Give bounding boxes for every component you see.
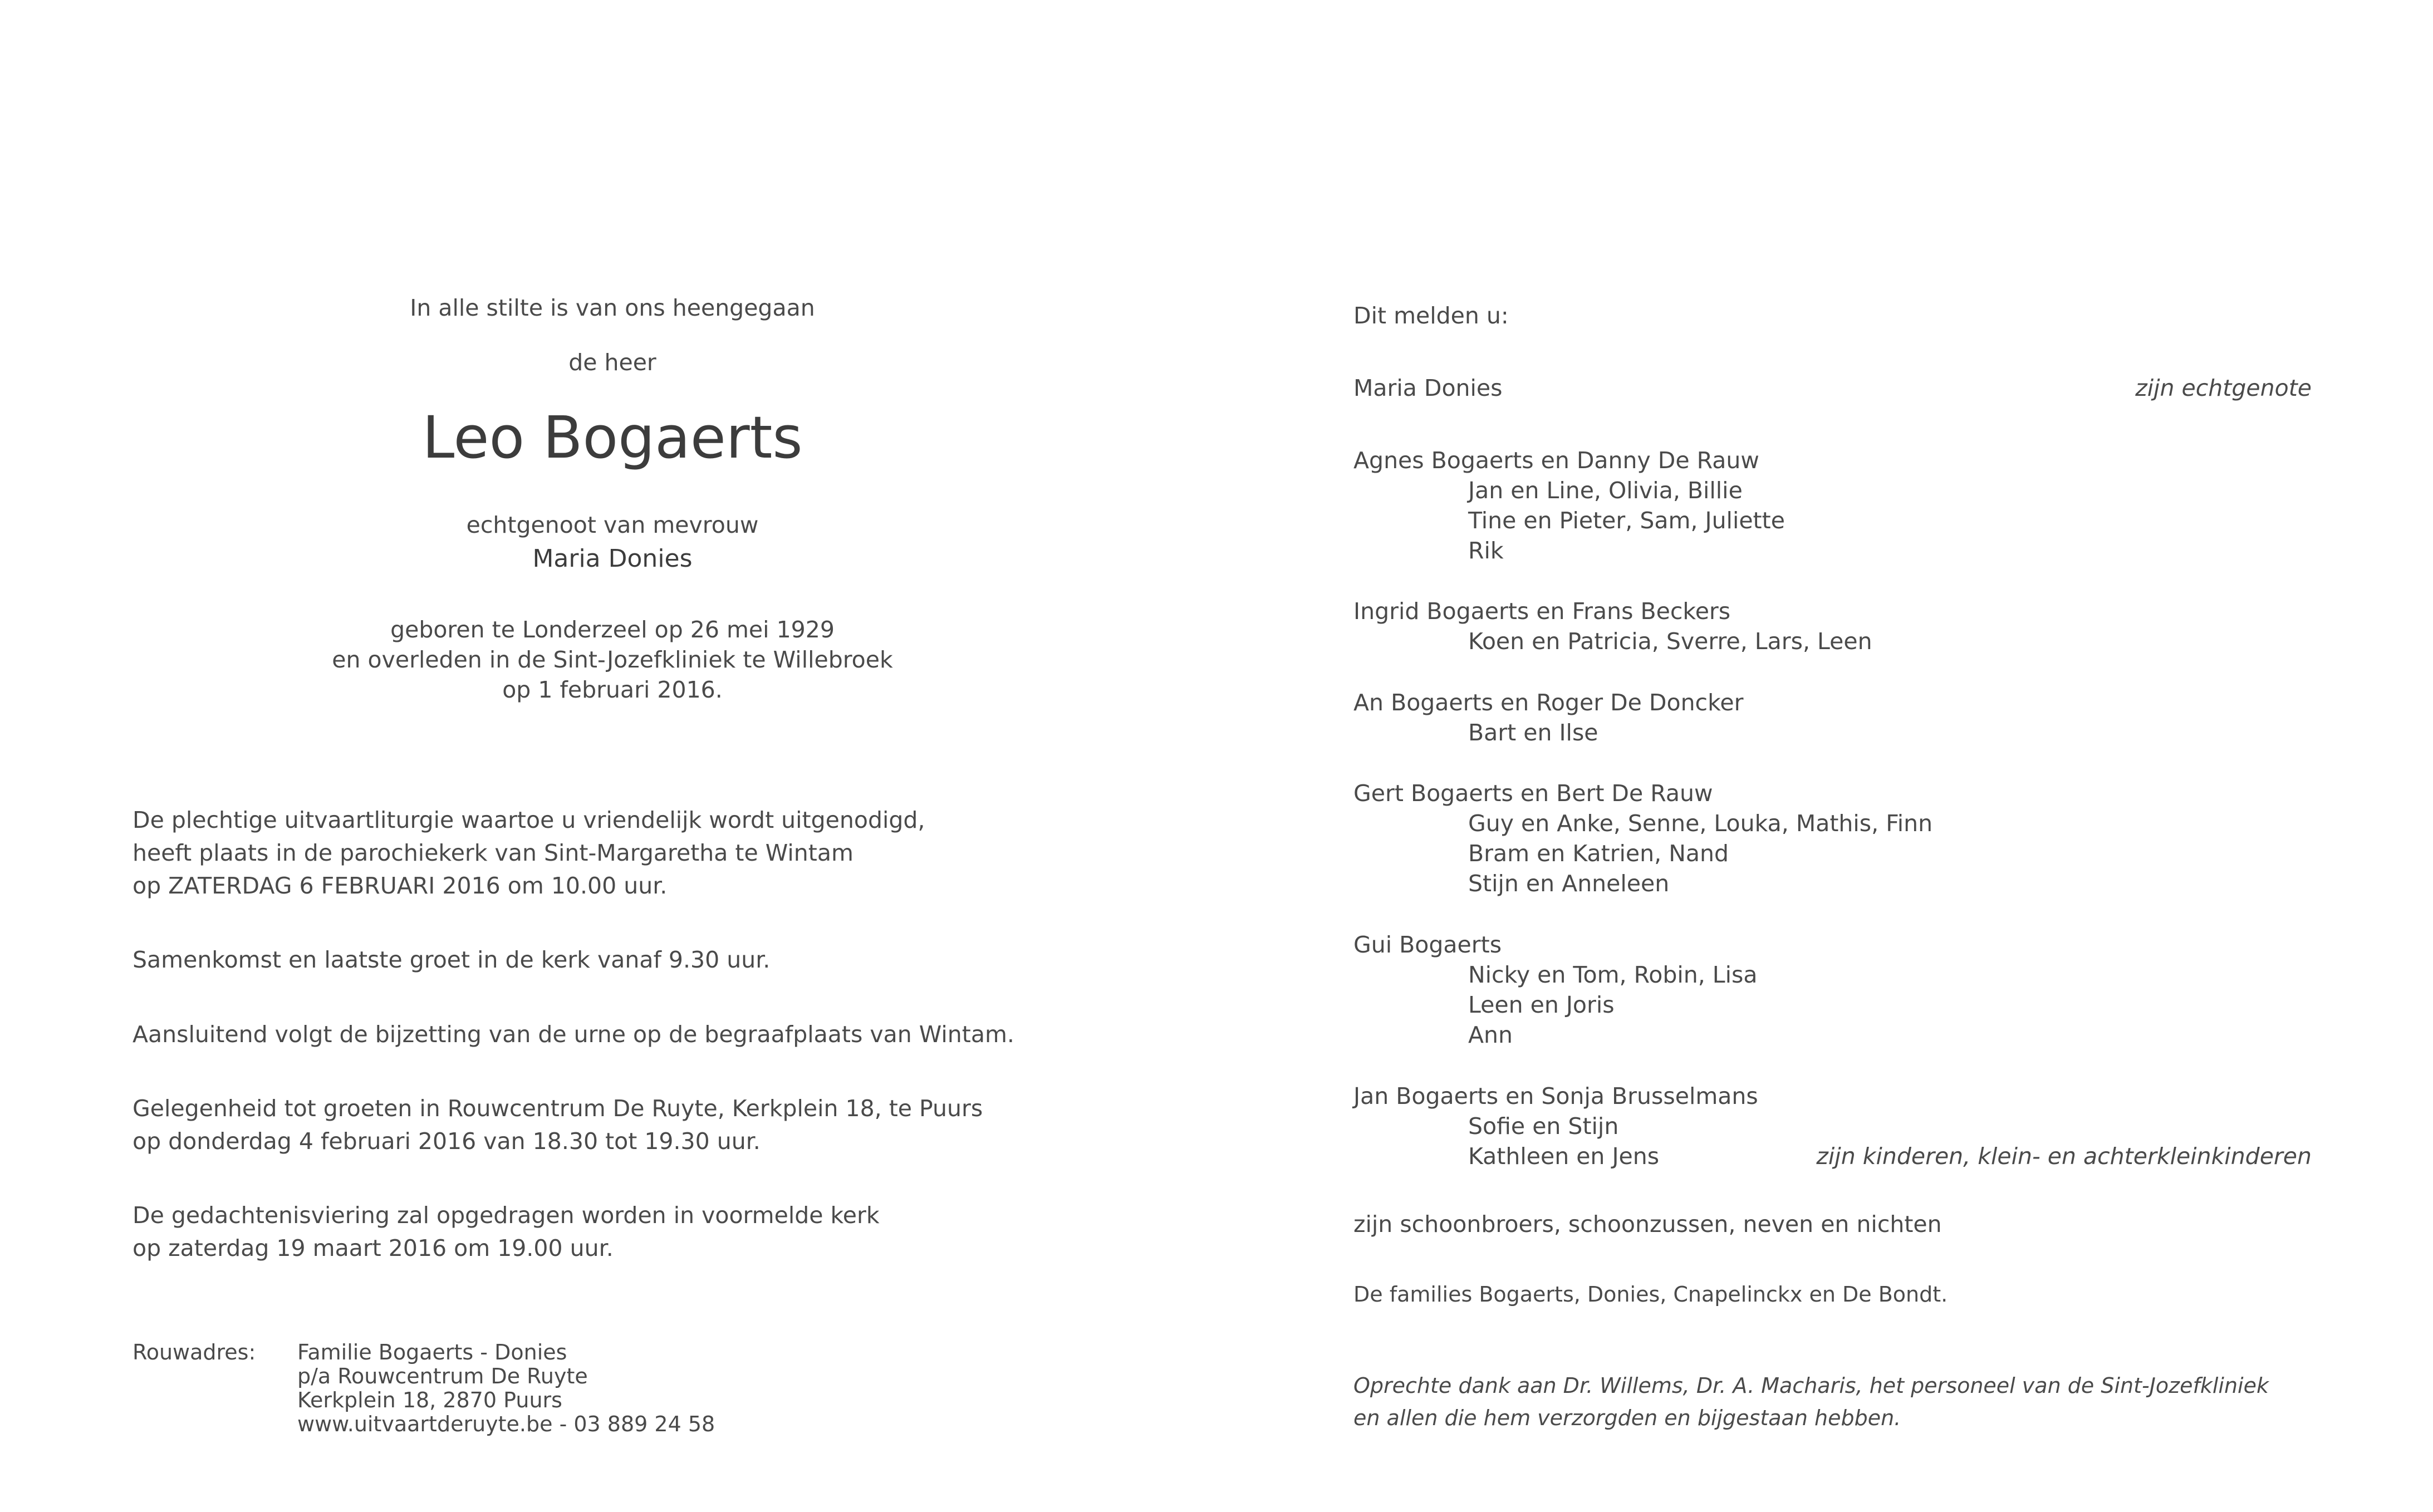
family-member: Bart en Ilse: [1468, 719, 1598, 746]
family-member: Tine en Pieter, Sam, Juliette: [1468, 507, 1785, 534]
spouse-entry: Maria Donies: [1353, 375, 1503, 401]
in-laws-line: zijn schoonbroers, schoonzussen, neven en nichten: [1353, 1211, 1942, 1238]
address-line-2: p/a Rouwcentrum De Ruyte: [297, 1364, 588, 1388]
spouse-role: zijn echtgenote: [2135, 375, 2312, 401]
visitation-line-2: op donderdag 4 februari 2016 van 18.30 tot 19.30 uur.: [133, 1128, 761, 1155]
family-head: Gui Bogaerts: [1353, 931, 1502, 958]
deceased-name: Leo Bogaerts: [422, 404, 803, 472]
memorial-line-1: De gedachtenisviering zal opgedragen worden in voormelde kerk: [133, 1202, 880, 1229]
family-head: Ingrid Bogaerts en Frans Beckers: [1353, 598, 1731, 625]
death-line: en overleden in de Sint-Jozefkliniek te Willebroek: [332, 646, 893, 673]
family-member: Ann: [1468, 1022, 1513, 1048]
family-head: Gert Bogaerts en Bert De Rauw: [1353, 780, 1713, 807]
family-member: Jan en Line, Olivia, Billie: [1468, 477, 1743, 504]
family-member: Stijn en Anneleen: [1468, 870, 1670, 897]
family-member: Bram en Katrien, Nand: [1468, 840, 1729, 867]
thanks-line-2: en allen die hem verzorgden en bijgestaan hebben.: [1353, 1406, 1901, 1430]
address-line-3: Kerkplein 18, 2870 Puurs: [297, 1388, 562, 1412]
spouse-name: Maria Donies: [532, 544, 693, 573]
family-member: Sofie en Stijn: [1468, 1113, 1619, 1140]
intro-text: In alle stilte is van ons heengegaan: [410, 294, 815, 321]
gathering-text: Samenkomst en laatste groet in de kerk vanaf 9.30 uur.: [133, 946, 771, 973]
family-member: Nicky en Tom, Robin, Lisa: [1468, 961, 1758, 988]
family-head: An Bogaerts en Roger De Doncker: [1353, 689, 1744, 716]
address-line-1: Familie Bogaerts - Donies: [297, 1340, 567, 1364]
children-role: zijn kinderen, klein- en achterkleinkinderen: [1816, 1143, 2312, 1170]
family-member: Leen en Joris: [1468, 991, 1615, 1018]
memorial-line-2: op zaterdag 19 maart 2016 om 19.00 uur.: [133, 1235, 614, 1261]
funeral-line-3: op ZATERDAG 6 FEBRUARI 2016 om 10.00 uur.: [133, 872, 668, 899]
address-label: Rouwadres:: [133, 1340, 256, 1364]
families-line: De families Bogaerts, Donies, Cnapelinckx en De Bondt.: [1353, 1282, 1948, 1307]
title-prefix: de heer: [568, 349, 656, 376]
announce-intro: Dit melden u:: [1353, 302, 1509, 329]
burial-text: Aansluitend volgt de bijzetting van de urne op de begraafplaats van Wintam.: [133, 1021, 1014, 1048]
visitation-line-1: Gelegenheid tot groeten in Rouwcentrum De Ruyte, Kerkplein 18, te Puurs: [133, 1095, 983, 1122]
spouse-label: echtgenoot van mevrouw: [466, 512, 759, 538]
family-member: Kathleen en Jens: [1468, 1143, 1660, 1170]
address-website: www.uitvaartderuyte.be - 03 889 24 58: [297, 1412, 715, 1436]
funeral-line-2: heeft plaats in de parochiekerk van Sint-Margaretha te Wintam: [133, 840, 853, 866]
thanks-line-1: Oprechte dank aan Dr. Willems, Dr. A. Macharis, het personeel van de Sint-Jozefkliniek: [1353, 1373, 2269, 1398]
family-member: Koen en Patricia, Sverre, Lars, Leen: [1468, 628, 1872, 655]
birth-line: geboren te Londerzeel op 26 mei 1929: [390, 616, 835, 643]
death-date: op 1 februari 2016.: [502, 676, 723, 703]
family-head: Agnes Bogaerts en Danny De Rauw: [1353, 447, 1759, 474]
family-member: Rik: [1468, 537, 1504, 564]
family-head: Jan Bogaerts en Sonja Brusselmans: [1353, 1083, 1758, 1110]
funeral-line-1: De plechtige uitvaartliturgie waartoe u vriendelijk wordt uitgenodigd,: [133, 807, 925, 833]
family-member: Guy en Anke, Senne, Louka, Mathis, Finn: [1468, 810, 1933, 837]
